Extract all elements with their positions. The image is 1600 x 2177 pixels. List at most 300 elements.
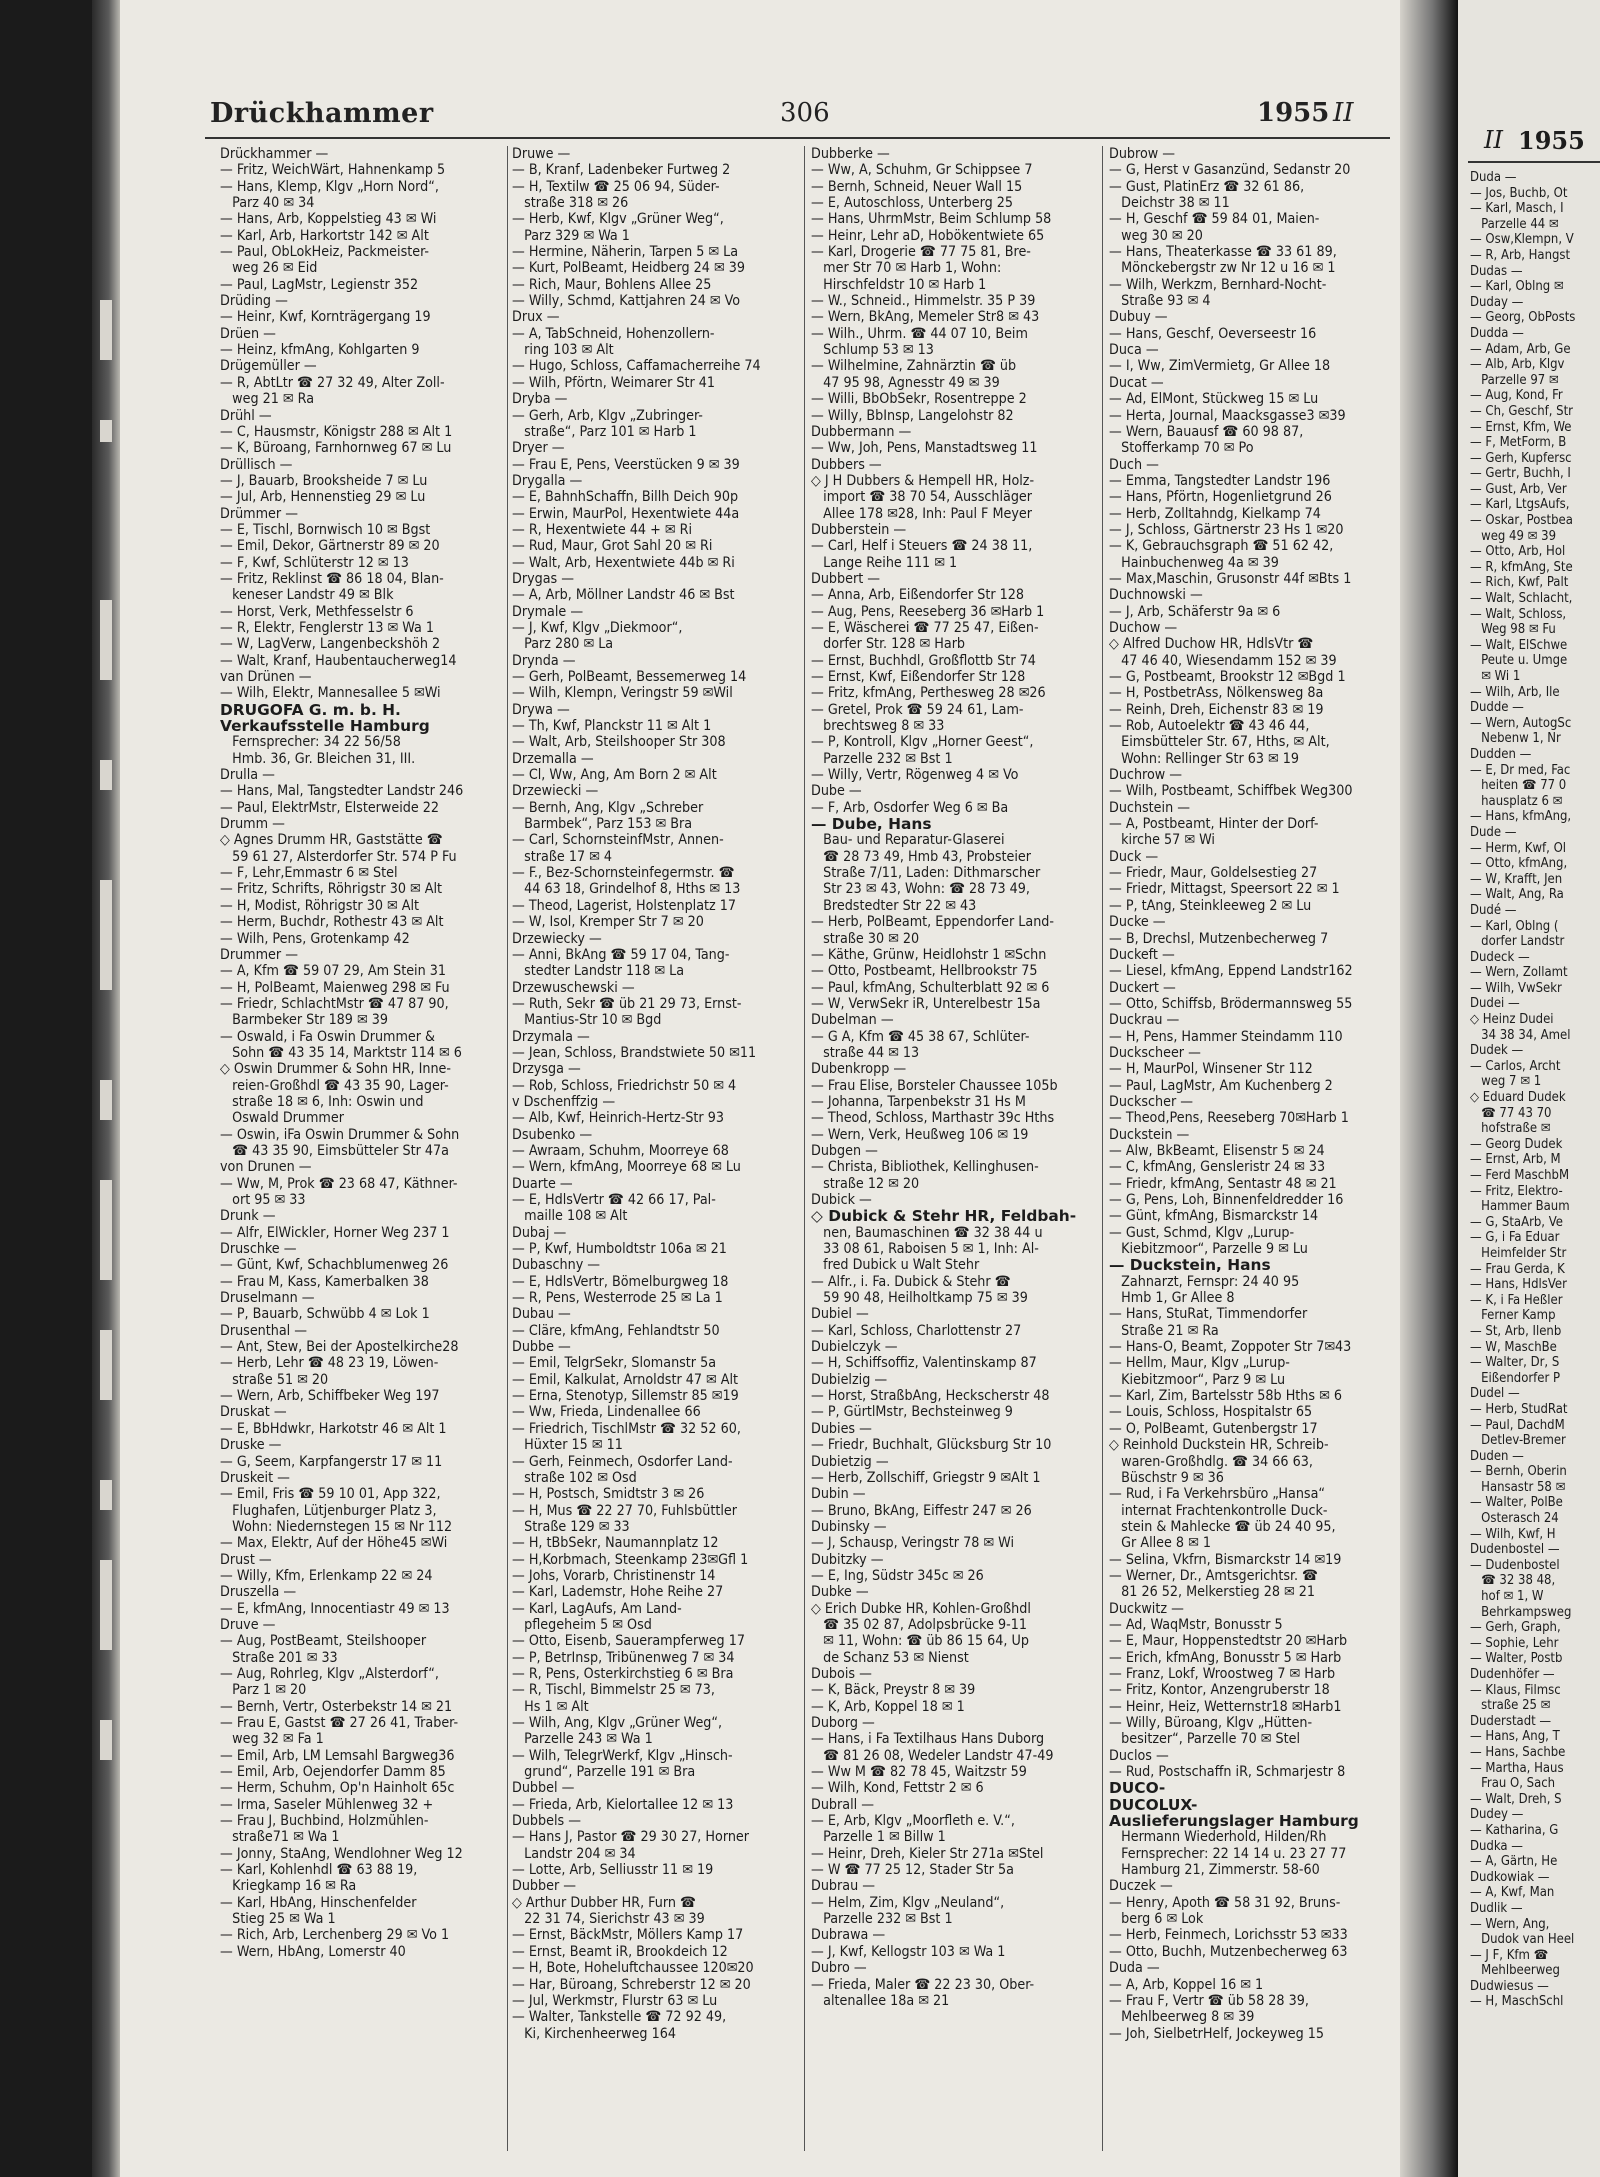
directory-entry-line: — R, Pens, Osterkirchstieg 6 ✉ Bra xyxy=(512,1665,734,1682)
directory-entry-line: — G A, Kfm ☎ 45 38 67, Schlüter- xyxy=(811,1028,1030,1045)
directory-entry-line: — Ruth, Sekr ☎ üb 21 29 73, Ernst- xyxy=(512,995,742,1012)
directory-entry-line: 47 46 40, Wiesendamm 152 ✉ 39 xyxy=(1109,652,1337,669)
facing-entry-line: — R, kfmAng, Ste xyxy=(1470,559,1573,575)
facing-entry-line: Duday — xyxy=(1470,294,1524,310)
directory-entry-line: Stieg 25 ✉ Wa 1 xyxy=(220,1911,336,1928)
directory-entry-line: — Cl, Ww, Ang, Am Born 2 ✉ Alt xyxy=(512,767,717,784)
facing-entry-line: Behrkampsweg xyxy=(1470,1604,1572,1620)
directory-entry-line: — Ernst, Kwf, Eißendorfer Str 128 xyxy=(811,669,1026,685)
directory-entry-line: 59 61 27, Alsterdorfer Str. 574 P Fu xyxy=(220,848,457,865)
facing-entry-line: — Karl, Masch, I xyxy=(1470,201,1564,217)
facing-entry-line: — K, i Fa Heßler xyxy=(1470,1292,1563,1308)
directory-entry-line: Hamburg 21, Zimmerstr. 58-60 xyxy=(1109,1862,1320,1879)
directory-entry-line: ✉ 11, Wohn: ☎ üb 86 15 64, Up xyxy=(811,1633,1029,1650)
facing-entry-line: straße 25 ✉ xyxy=(1470,1698,1551,1714)
directory-entry-line: Dubaschny — xyxy=(512,1257,601,1274)
facing-entry-line: — Dudenbostel xyxy=(1470,1557,1560,1573)
directory-entry-line: Flughafen, Lütjenburger Platz 3, xyxy=(220,1502,437,1519)
directory-entry-line: — A, Postbeamt, Hinter der Dorf- xyxy=(1109,816,1319,833)
facing-header-year: 1955 xyxy=(1518,126,1585,155)
directory-entry-line: — Hans, Klemp, Klgv „Horn Nord“, xyxy=(220,178,439,195)
directory-entry-line: — Fritz, Kontor, Anzengruberstr 18 xyxy=(1109,1682,1330,1699)
directory-entry-line: Duca — xyxy=(1109,342,1159,359)
directory-entry-line: Sohn ☎ 43 35 14, Marktstr 114 ✉ 6 xyxy=(220,1044,462,1061)
facing-entry-line: Dudei — xyxy=(1470,996,1520,1012)
directory-entry-line: — Wern, Arb, Schiffbeker Weg 197 xyxy=(220,1388,440,1405)
directory-entry-line: — E, kfmAng, Innocentiastr 49 ✉ 13 xyxy=(220,1600,450,1617)
directory-entry-line: Duarte — xyxy=(512,1175,573,1192)
directory-entry-line: Drulla — xyxy=(220,767,275,784)
facing-entry-line: — F, MetForm, B xyxy=(1470,435,1567,451)
directory-entry-line: Drygas — xyxy=(512,570,575,587)
directory-entry-line: import ☎ 38 70 54, Ausschläger xyxy=(811,489,1033,506)
directory-entry-line: — Cläre, kfmAng, Fehlandtstr 50 xyxy=(512,1322,720,1339)
directory-entry-line: weg 26 ✉ Eid xyxy=(220,260,318,277)
directory-entry-line: 47 95 98, Agnesstr 49 ✉ 39 xyxy=(811,374,1000,391)
directory-entry-line: straße 17 ✉ 4 xyxy=(512,848,612,865)
directory-entry-line: — Otto, Buchh, Mutzenbecherweg 63 xyxy=(1109,1943,1348,1960)
directory-entry-line: — Hans, Theaterkasse ☎ 33 61 89, xyxy=(1109,244,1337,261)
facing-entry-line: Dudey — xyxy=(1470,1807,1524,1823)
directory-entry-line: ort 95 ✉ 33 xyxy=(220,1192,306,1208)
facing-entry-line: — Wilh, Kwf, H xyxy=(1470,1526,1556,1542)
directory-entry-line: — E, Autoschloss, Unterberg 25 xyxy=(811,195,1014,212)
directory-entry-line: Straße 7/11, Laden: Dithmarscher xyxy=(811,865,1041,882)
directory-entry-line: Dubaj — xyxy=(512,1224,567,1241)
directory-entry-line: Dubitzky — xyxy=(811,1551,884,1568)
directory-entry-line: — Wern, kfmAng, Moorreye 68 ✉ Lu xyxy=(512,1159,741,1176)
facing-entry-line: ◇ Eduard Dudek xyxy=(1470,1090,1566,1106)
directory-entry-line: — Werner, Dr., Amtsgerichtsr. ☎ xyxy=(1109,1567,1318,1584)
directory-entry-line: — Alw, BkBeamt, Elisenstr 5 ✉ 24 xyxy=(1109,1142,1325,1159)
directory-entry-line: — Rob, Autoelektr ☎ 43 46 44, xyxy=(1109,718,1310,735)
directory-entry-line: — Rud, i Fa Verkehrsbüro „Hansa“ xyxy=(1109,1486,1326,1503)
directory-entry-line: Drunk — xyxy=(220,1208,276,1225)
directory-entry-line: fred Dubick u Walt Stehr xyxy=(811,1257,980,1274)
directory-entry-line: — E, HdlsVertr ☎ 42 66 17, Pal- xyxy=(512,1192,716,1208)
directory-column-2 xyxy=(512,146,802,2156)
directory-entry-line: — Otto, Schiffsb, Brödermannsweg 55 xyxy=(1109,995,1353,1012)
directory-entry-line: Dubies — xyxy=(811,1420,872,1437)
directory-entry-line: Dubrall — xyxy=(811,1796,875,1813)
facing-entry-line: — Wern, Ang, xyxy=(1470,1916,1550,1932)
directory-entry-line: — Walter, Tankstelle ☎ 72 92 49, xyxy=(512,2009,727,2026)
facing-entry-line: — Frau Gerda, K xyxy=(1470,1261,1565,1277)
directory-entry-line: Duchow — xyxy=(1109,619,1178,636)
facing-entry-line: — Jos, Buchb, Ot xyxy=(1470,185,1568,201)
directory-entry-line: — Max, Elektr, Auf der Höhe45 ✉Wi xyxy=(220,1535,448,1552)
directory-entry-line: — O, PolBeamt, Gutenbergstr 17 xyxy=(1109,1420,1318,1437)
directory-entry-line: Parz 329 ✉ Wa 1 xyxy=(512,227,630,244)
directory-entry-line: — G, Pens, Loh, Binnenfeldredder 16 xyxy=(1109,1192,1344,1208)
facing-entry-line: Dudka — xyxy=(1470,1838,1523,1854)
directory-entry-line: DUCO- xyxy=(1109,1779,1166,1798)
directory-entry-line: Drzewiecki — xyxy=(512,783,599,800)
directory-entry-line: — E, Arb, Klgv „Moorfleth e. V.“, xyxy=(811,1813,1015,1830)
facing-entry-line: — Fritz, Elektro- xyxy=(1470,1183,1563,1199)
directory-entry-line: — Käthe, Grünw, Heidlohstr 1 ✉Schn xyxy=(811,946,1047,963)
directory-entry-line: straße 12 ✉ 20 xyxy=(811,1175,920,1192)
facing-entry-line: Dudlik — xyxy=(1470,1900,1523,1916)
directory-entry-line: ◇ Alfred Duchow HR, HdlsVtr ☎ xyxy=(1109,636,1314,653)
directory-entry-line: — R, Elektr, Fenglerstr 13 ✉ Wa 1 xyxy=(220,619,434,636)
directory-entry-line: — H, Textilw ☎ 25 06 94, Süder- xyxy=(512,178,720,195)
directory-entry-line: — I, Ww, ZimVermietg, Gr Allee 18 xyxy=(1109,358,1331,375)
directory-entry-line: — Herb, Feinmech, Lorichsstr 53 ✉33 xyxy=(1109,1927,1348,1944)
directory-entry-line: — H, Schiffsoffiz, Valentinskamp 87 xyxy=(811,1355,1037,1372)
facing-entry-line: Dude — xyxy=(1470,824,1517,840)
column-divider xyxy=(1102,146,1103,2151)
directory-entry-line: — K, Arb, Koppel 18 ✉ 1 xyxy=(811,1698,965,1715)
directory-entry-line: Drumm — xyxy=(220,816,285,833)
directory-entry-line: Druschke — xyxy=(220,1241,297,1258)
facing-entry-line: 34 38 34, Amel xyxy=(1470,1027,1571,1043)
directory-entry-line: — Hans, Mal, Tangstedter Landstr 246 xyxy=(220,783,464,800)
directory-entry-line: — J, Schausp, Veringstr 78 ✉ Wi xyxy=(811,1535,1014,1552)
directory-entry-line: straße 102 ✉ Osd xyxy=(512,1469,637,1486)
directory-entry-line: — Wilh, Kond, Fettstr 2 ✉ 6 xyxy=(811,1780,984,1797)
directory-entry-line: — A, Kfm ☎ 59 07 29, Am Stein 31 xyxy=(220,963,446,980)
directory-entry-line: — Willy, Büroang, Klgv „Hütten- xyxy=(1109,1715,1313,1731)
facing-entry-line: — Georg Dudek xyxy=(1470,1136,1563,1152)
directory-entry-line: — Henry, Apoth ☎ 58 31 92, Bruns- xyxy=(1109,1894,1341,1911)
directory-entry-line: — Aug, Pens, Reeseberg 36 ✉Harb 1 xyxy=(811,603,1045,620)
facing-entry-line: heiten ☎ 77 0 xyxy=(1470,778,1567,794)
facing-entry-line: — Oskar, Postbea xyxy=(1470,513,1573,529)
facing-entry-line: ☎ 77 43 70 xyxy=(1470,1105,1552,1121)
facing-entry-line: Hansastr 58 ✉ xyxy=(1470,1479,1566,1495)
directory-entry-line: internat Frachtenkontrolle Duck- xyxy=(1109,1502,1328,1519)
directory-entry-line: Dubenkropp — xyxy=(811,1061,907,1078)
directory-entry-line: — A, Arb, Koppel 16 ✉ 1 xyxy=(1109,1976,1264,1993)
directory-entry-line: — E, Maur, Hoppenstedtstr 20 ✉Harb xyxy=(1109,1633,1348,1650)
directory-entry-line: — Emma, Tangstedter Landstr 196 xyxy=(1109,472,1331,489)
directory-entry-line: — Karl, Arb, Harkortstr 142 ✉ Alt xyxy=(220,227,429,244)
directory-entry-line: — Heinr, Lehr aD, Hobökentwiete 65 xyxy=(811,227,1045,244)
directory-entry-line: Dubbert — xyxy=(811,570,881,587)
directory-entry-line: Dubielzig — xyxy=(811,1371,888,1388)
directory-entry-line: — Ww, A, Schuhm, Gr Schippsee 7 xyxy=(811,162,1033,179)
directory-entry-line: Hirschfeldstr 10 ✉ Harb 1 xyxy=(811,276,987,293)
directory-entry-line: — E, BahnhSchaffn, Billh Deich 90p xyxy=(512,489,739,506)
directory-entry-line: Eimsbütteler Str. 67, Hths, ✉ Alt, xyxy=(1109,734,1330,751)
directory-entry-line: keneser Landstr 49 ✉ Blk xyxy=(220,587,394,604)
directory-entry-line: — Ww M ☎ 82 78 45, Waitzstr 59 xyxy=(811,1764,1027,1781)
facing-entry-line: — Osw,Klempn, V xyxy=(1470,232,1574,248)
directory-entry-line: — Willy, Kfm, Erlenkamp 22 ✉ 24 xyxy=(220,1567,433,1584)
directory-entry-line: Dryer — xyxy=(512,440,565,457)
directory-entry-line: — W, Isol, Kremper Str 7 ✉ 20 xyxy=(512,914,704,931)
directory-entry-line: Bredstedter Str 22 ✉ 43 xyxy=(811,897,977,914)
directory-entry-line: — Walt, Arb, Hexentwiete 44b ✉ Ri xyxy=(512,554,735,571)
facing-entry-line: Dudenhöfer — xyxy=(1470,1667,1555,1682)
facing-entry-line: — R, Arb, Hangst xyxy=(1470,247,1571,263)
directory-entry-line: — Wilh, Pförtn, Weimarer Str 41 xyxy=(512,374,716,391)
directory-entry-line: — Herb, Zolltahndg, Kielkamp 74 xyxy=(1109,505,1321,522)
directory-entry-line: — Emil, Dekor, Gärtnerstr 89 ✉ 20 xyxy=(220,538,440,555)
facing-entry-line: Eißendorfer P xyxy=(1470,1370,1561,1386)
directory-entry-line: — Har, Büroang, Schreberstr 12 ✉ 20 xyxy=(512,1976,751,1993)
directory-entry-line: Drzewiecky — xyxy=(512,930,602,947)
directory-entry-line: — F, Kwf, Schlüterstr 12 ✉ 13 xyxy=(220,554,409,571)
directory-entry-line: Bau- und Reparatur-Glaserei xyxy=(811,832,1005,849)
directory-entry-line: ◇ Oswin Drummer & Sohn HR, Inne- xyxy=(220,1061,452,1078)
directory-entry-line: straße71 ✉ Wa 1 xyxy=(220,1829,340,1846)
directory-entry-line: ◇ Arthur Dubber HR, Furn ☎ xyxy=(512,1894,696,1911)
directory-page-306 xyxy=(120,0,1400,2177)
directory-entry-line: — W, VerwSekr iR, Unterelbestr 15a xyxy=(811,995,1041,1012)
directory-entry-line: — Theod, Schloss, Marthastr 39c Hths xyxy=(811,1110,1055,1127)
directory-entry-line: nen, Baumaschinen ☎ 32 38 44 u xyxy=(811,1224,1043,1241)
facing-entry-line: — Rich, Kwf, Palt xyxy=(1470,575,1569,591)
directory-entry-line: — Kurt, PolBeamt, Heidberg 24 ✉ 39 xyxy=(512,260,745,277)
directory-entry-line: — R, AbtLtr ☎ 27 32 49, Alter Zoll- xyxy=(220,374,445,391)
directory-entry-line: berg 6 ✉ Lok xyxy=(1109,1911,1204,1928)
facing-entry-line: — Adam, Arb, Ge xyxy=(1470,341,1571,357)
facing-entry-line: — Bernh, Oberin xyxy=(1470,1464,1567,1480)
directory-entry-line: — Karl, Lademstr, Hohe Reihe 27 xyxy=(512,1584,724,1601)
directory-entry-line: — Wern, Verk, Heußweg 106 ✉ 19 xyxy=(811,1126,1029,1143)
header-volume: II xyxy=(1333,98,1354,128)
directory-entry-line: — Joh, SielbetrHelf, Jockeyweg 15 xyxy=(1109,2025,1325,2042)
directory-entry-line: — J, Schloss, Gärtnerstr 23 Hs 1 ✉20 xyxy=(1109,521,1344,538)
directory-entry-line: Drust — xyxy=(220,1551,272,1568)
facing-entry-line: — Hans, kfmAng, xyxy=(1470,809,1572,825)
facing-entry-line: Dudek — xyxy=(1470,1043,1524,1059)
directory-entry-line: straße 44 ✉ 13 xyxy=(811,1044,920,1061)
directory-entry-line: — Fritz, Schrifts, Röhrigstr 30 ✉ Alt xyxy=(220,881,443,898)
directory-entry-line: Drummer — xyxy=(220,946,298,963)
directory-entry-line: — Frau Elise, Borsteler Chaussee 105b xyxy=(811,1077,1058,1094)
facing-entry-line: — J F, Kfm ☎ xyxy=(1470,1947,1549,1963)
directory-entry-line: Duchnowski — xyxy=(1109,587,1203,604)
directory-entry-line: — Frau E, Gastst ☎ 27 26 41, Traber- xyxy=(220,1715,459,1731)
directory-entry-line: — E, Ing, Südstr 345c ✉ 26 xyxy=(811,1567,984,1584)
directory-entry-line: — Willi, BbObSekr, Rosentreppe 2 xyxy=(811,391,1027,408)
directory-entry-line: — Friedr, Buchhalt, Glücksburg Str 10 xyxy=(811,1437,1052,1454)
directory-entry-line: straße 18 ✉ 6, Inh: Oswin und xyxy=(220,1093,424,1110)
directory-entry-line: Wohn: Rellinger Str 63 ✉ 19 xyxy=(1109,750,1300,767)
directory-entry-line: — Friedr, Mittagst, Speersort 22 ✉ 1 xyxy=(1109,881,1340,898)
directory-entry-line: — Bernh, Ang, Klgv „Schreber xyxy=(512,799,704,816)
directory-entry-line: Duborg — xyxy=(811,1715,875,1731)
facing-entry-line: — Walter, Postb xyxy=(1470,1651,1563,1667)
directory-entry-line: Dubberstein — xyxy=(811,521,907,538)
directory-entry-line: Schlump 53 ✉ 13 xyxy=(811,342,934,359)
directory-entry-line: — Hellm, Maur, Klgv „Lurup- xyxy=(1109,1355,1290,1372)
directory-entry-line: Mönckebergstr zw Nr 12 u 16 ✉ 1 xyxy=(1109,260,1336,277)
directory-entry-line: Duclos — xyxy=(1109,1747,1169,1764)
directory-entry-line: — Heinr, Heiz, Wetternstr18 ✉Harb1 xyxy=(1109,1698,1342,1715)
directory-entry-line: Drühl — xyxy=(220,407,272,424)
directory-entry-line: Landstr 204 ✉ 34 xyxy=(512,1845,636,1862)
facing-entry-line: Duda — xyxy=(1470,170,1517,185)
directory-entry-line: Parzelle 232 ✉ Bst 1 xyxy=(811,750,953,767)
directory-entry-line: Drygalla — xyxy=(512,472,583,489)
directory-entry-line: Dryba — xyxy=(512,391,568,408)
directory-entry-line: — Emil, Arb, Oejendorfer Damm 85 xyxy=(220,1764,446,1781)
directory-column-4 xyxy=(1109,146,1391,2156)
directory-entry-line: Hmb 1, Gr Allee 8 xyxy=(1109,1290,1235,1307)
directory-entry-line: Drywa — xyxy=(512,701,570,718)
directory-entry-line: Parzelle 1 ✉ Billw 1 xyxy=(811,1829,946,1846)
directory-entry-line: — Herb, Lehr ☎ 48 23 19, Löwen- xyxy=(220,1355,439,1372)
directory-entry-line: — Ww, Frieda, Lindenallee 66 xyxy=(512,1404,701,1421)
directory-entry-line: — Rud, Maur, Grot Sahl 20 ✉ Ri xyxy=(512,538,713,555)
directory-entry-line: — Frau J, Buchbind, Holzmühlen- xyxy=(220,1813,429,1830)
directory-entry-line: Dubrau — xyxy=(811,1878,876,1895)
directory-entry-line: Kiebitzmoor“, Parzelle 9 ✉ Lu xyxy=(1109,1241,1308,1258)
directory-entry-line: — Friedr, SchlachtMstr ☎ 47 87 90, xyxy=(220,995,449,1012)
facing-entry-line: — Walter, PolBe xyxy=(1470,1495,1563,1511)
directory-entry-line: straße 30 ✉ 20 xyxy=(811,930,920,947)
directory-entry-line: — Bernh, Vertr, Osterbekstr 14 ✉ 21 xyxy=(220,1698,453,1715)
facing-entry-line: Dudda — xyxy=(1470,325,1524,341)
directory-entry-line: — Friedrich, TischlMstr ☎ 32 52 60, xyxy=(512,1420,741,1437)
directory-entry-line: — Awraam, Schuhm, Moorreye 68 xyxy=(512,1142,729,1159)
directory-entry-line: ☎ 81 26 08, Wedeler Landstr 47-49 xyxy=(811,1747,1054,1764)
page-number: 306 xyxy=(780,98,830,128)
directory-entry-line: Wohn: Niedernstegen 15 ✉ Nr 112 xyxy=(220,1518,453,1535)
facing-directory-column xyxy=(1470,170,1600,2170)
facing-entry-line: Dudok van Heel xyxy=(1470,1932,1575,1948)
directory-entry-line: Ki, Kirchenheerweg 164 xyxy=(512,2025,676,2042)
directory-entry-line: — Carl, Helf i Steuers ☎ 24 38 11, xyxy=(811,538,1033,555)
directory-entry-line: — Aug, PostBeamt, Steilshooper xyxy=(220,1633,427,1650)
directory-entry-line: — Willy, BbInsp, Langelohstr 82 xyxy=(811,407,1014,424)
directory-entry-line: — Willy, Schmd, Kattjahren 24 ✉ Vo xyxy=(512,293,741,310)
directory-entry-line: Dubro — xyxy=(811,1960,867,1977)
directory-entry-line: — Hans, Pförtn, Hogenlietgrund 26 xyxy=(1109,489,1332,506)
directory-entry-line: — Bruno, BkAng, Eiffestr 247 ✉ 26 xyxy=(811,1502,1032,1519)
directory-entry-line: Dubbels — xyxy=(512,1813,582,1830)
directory-entry-line: — H, Bote, Hoheluftchaussee 120✉20 xyxy=(512,1960,754,1977)
facing-entry-line: Dudkowiak — xyxy=(1470,1869,1550,1885)
directory-entry-line: — R, Tischl, Bimmelstr 25 ✉ 73, xyxy=(512,1682,715,1699)
header-year: 1955 xyxy=(1257,98,1330,128)
directory-entry-line: — H, PolBeamt, Maienweg 298 ✉ Fu xyxy=(220,979,450,996)
directory-entry-line: — J, Kwf, Kellogstr 103 ✉ Wa 1 xyxy=(811,1943,1006,1960)
facing-entry-line: Peute u. Umge xyxy=(1470,653,1568,669)
directory-entry-line: — Gretel, Prok ☎ 59 24 61, Lam- xyxy=(811,701,1024,718)
directory-entry-line: — Rich, Arb, Lerchenberg 29 ✉ Vo 1 xyxy=(220,1927,450,1944)
directory-entry-line: — Selina, Vkfrn, Bismarckstr 14 ✉19 xyxy=(1109,1551,1342,1568)
facing-entry-line: Dudwiesus — xyxy=(1470,1978,1549,1994)
directory-entry-line: maille 108 ✉ Alt xyxy=(512,1208,628,1225)
directory-entry-line: — Anna, Arb, Eißendorfer Str 128 xyxy=(811,587,1024,604)
directory-entry-line: — Emil, TelgrSekr, Slomanstr 5a xyxy=(512,1355,717,1372)
directory-entry-line: Hmb. 36, Gr. Bleichen 31, III. xyxy=(220,750,416,767)
directory-entry-line: 44 63 18, Grindelhof 8, Hths ✉ 13 xyxy=(512,881,741,898)
directory-entry-line: Drüding — xyxy=(220,293,288,310)
directory-entry-line: ◇ Erich Dubke HR, Kohlen-Großhdl xyxy=(811,1600,1031,1617)
directory-entry-line: dorfer Str. 128 ✉ Harb xyxy=(811,636,966,653)
directory-entry-line: — Hans, StuRat, Timmendorfer xyxy=(1109,1306,1308,1323)
facing-entry-line: Parzelle 97 ✉ xyxy=(1470,372,1559,388)
directory-entry-line: — Walt, Kranf, Haubentaucherweg14 xyxy=(220,652,457,669)
directory-entry-line: — Wilh, Postbeamt, Schiffbek Weg300 xyxy=(1109,783,1353,800)
directory-entry-line: — Frau M, Kass, Kamerbalken 38 xyxy=(220,1273,429,1290)
directory-entry-line: Drümmer — xyxy=(220,505,298,522)
directory-entry-line: Duda — xyxy=(1109,1960,1160,1977)
facing-entry-line: ◇ Heinz Dudei xyxy=(1470,1012,1554,1028)
book-gutter xyxy=(1400,0,1458,2177)
directory-entry-line: — Gerh, Arb, Klgv „Zubringer- xyxy=(512,407,703,424)
directory-entry-line: — Duckstein, Hans xyxy=(1109,1256,1271,1275)
directory-entry-line: Duckwitz — xyxy=(1109,1600,1184,1617)
directory-entry-line: 59 90 48, Heilholtkamp 75 ✉ 39 xyxy=(811,1290,1028,1307)
directory-entry-line: Zahnarzt, Fernspr: 24 40 95 xyxy=(1109,1273,1300,1290)
directory-entry-line: — H, Pens, Hammer Steindamm 110 xyxy=(1109,1028,1343,1045)
directory-page-facing xyxy=(1458,0,1600,2177)
facing-entry-line: Dudde — xyxy=(1470,700,1524,716)
directory-entry-line: Dubelman — xyxy=(811,1012,894,1029)
directory-entry-line: — Wern, HbAng, Lomerstr 40 xyxy=(220,1943,406,1960)
directory-entry-line: — P, Kwf, Humboldtstr 106a ✉ 21 xyxy=(512,1241,727,1258)
directory-entry-line: ◇ J H Dubbers & Hempell HR, Holz- xyxy=(811,472,1035,489)
directory-entry-line: — Herb, PolBeamt, Eppendorfer Land- xyxy=(811,914,1055,931)
directory-entry-line: Dubielczyk — xyxy=(811,1339,898,1356)
facing-entry-line: — Herb, StudRat xyxy=(1470,1401,1568,1417)
facing-entry-line: Ferner Kamp xyxy=(1470,1308,1556,1324)
facing-entry-line: — Hans, Ang, T xyxy=(1470,1729,1560,1745)
facing-header-volume: II xyxy=(1484,126,1503,154)
directory-entry-line: Drusenthal — xyxy=(220,1322,308,1339)
directory-entry-line: Dubgen — xyxy=(811,1142,878,1159)
facing-entry-line: — Paul, DachdM xyxy=(1470,1417,1565,1433)
directory-entry-line: — Emil, Kalkulat, Arnoldstr 47 ✉ Alt xyxy=(512,1371,739,1388)
directory-entry-line: Dubke — xyxy=(811,1584,869,1601)
facing-entry-line: Frau O, Sach xyxy=(1470,1776,1556,1792)
directory-entry-line: Duck — xyxy=(1109,848,1159,865)
directory-entry-line: — K, Büroang, Farnhornweg 67 ✉ Lu xyxy=(220,440,452,457)
facing-entry-line: weg 7 ✉ 1 xyxy=(1470,1074,1542,1090)
facing-entry-line: dorfer Landstr xyxy=(1470,934,1565,950)
directory-entry-line: — Anni, BkAng ☎ 59 17 04, Tang- xyxy=(512,946,730,963)
directory-entry-line: v Dschenffzig — xyxy=(512,1093,616,1110)
directory-entry-line: — Paul, LagMstr, Legienstr 352 xyxy=(220,276,419,293)
directory-entry-line: — B, Kranf, Ladenbeker Furtweg 2 xyxy=(512,162,731,179)
directory-entry-line: — Günt, Kwf, Schachblumenweg 26 xyxy=(220,1257,449,1274)
directory-entry-line: — Hans, Arb, Koppelstieg 43 ✉ Wi xyxy=(220,211,437,228)
directory-entry-line: — Bernh, Schneid, Neuer Wall 15 xyxy=(811,178,1023,195)
directory-entry-line: — P, tAng, Steinkleeweg 2 ✉ Lu xyxy=(1109,897,1312,914)
facing-entry-line: — Martha, Haus xyxy=(1470,1760,1564,1776)
directory-entry-line: — Günt, kfmAng, Bismarckstr 14 xyxy=(1109,1208,1319,1225)
directory-entry-line: — J, Kwf, Klgv „Diekmoor“, xyxy=(512,619,683,636)
directory-entry-line: — Friedr, Maur, Goldelsestieg 27 xyxy=(1109,865,1318,882)
directory-entry-line: Barmbeker Str 189 ✉ 39 xyxy=(220,1012,388,1029)
facing-entry-line: — Aug, Kond, Fr xyxy=(1470,388,1563,404)
directory-entry-line: Dubois — xyxy=(811,1665,872,1682)
directory-entry-line: Drüen — xyxy=(220,325,276,342)
facing-entry-line: Dudden — xyxy=(1470,746,1532,762)
directory-entry-line: — Ernst, Buchhdl, Großflottb Str 74 xyxy=(811,652,1036,669)
directory-entry-line: ☎ 35 02 87, Adolpsbrücke 9-11 xyxy=(811,1616,1027,1633)
facing-entry-line: — Herm, Kwf, Ol xyxy=(1470,840,1567,856)
directory-entry-line: Fernsprecher: 34 22 56/58 xyxy=(220,734,401,751)
facing-entry-line: Dudas — xyxy=(1470,263,1523,279)
directory-entry-line: — Gerh, Feinmech, Osdorfer Land- xyxy=(512,1453,733,1470)
facing-entry-line: Duderstadt — xyxy=(1470,1713,1552,1729)
directory-entry-line: mer Str 70 ✉ Harb 1, Wohn: xyxy=(811,260,1002,277)
directory-entry-line: — Lotte, Arb, Selliusstr 11 ✉ 19 xyxy=(512,1862,714,1879)
directory-entry-line: — E, HdlsVertr, Bömelburgweg 18 xyxy=(512,1273,729,1290)
facing-entry-line: — Hans, HdlsVer xyxy=(1470,1277,1567,1293)
directory-entry-line: — Heinz, kfmAng, Kohlgarten 9 xyxy=(220,342,420,359)
directory-entry-line: Dubbers — xyxy=(811,456,882,473)
directory-entry-line: — Karl, Drogerie ☎ 77 75 81, Bre- xyxy=(811,244,1031,261)
